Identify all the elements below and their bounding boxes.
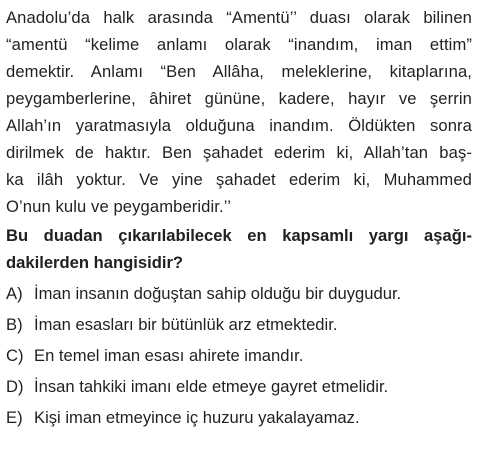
option-letter: E) [6,408,23,427]
question-stem [6,222,472,276]
passage-line: Allah’ın yaratmasıyla olduğuna inandım. Öldükten sonra [6,116,472,135]
option-text: Kişi iman etmeyince iç huzuru yakalayamaz. [34,408,360,427]
option-e[interactable] [6,408,472,439]
option-letter: C) [6,346,24,365]
option-text: En temel iman esası ahirete imandır. [34,346,304,365]
option-letter: D) [6,377,24,396]
passage [6,4,472,220]
passage-line: dirilmek de haktır. Ben şahadet ederim ki, Allah’tan baş- [6,143,472,162]
question-page [6,4,472,439]
passage-line: demektir. Anlamı “Ben Allâha, meleklerine, kitaplarına, [6,62,472,81]
question-line: dakilerden hangisidir? [6,253,184,272]
option-a[interactable] [6,284,472,315]
option-c[interactable] [6,346,472,377]
option-letter: A) [6,284,23,303]
option-letter: B) [6,315,23,334]
option-text: İman esasları bir bütünlük arz etmektedir. [34,315,338,334]
option-text: İman insanın doğuştan sahip olduğu bir duygudur. [34,284,402,303]
option-text: İnsan tahkiki imanı elde etmeye gayret etmelidir. [34,377,389,396]
passage-line: O’nun kulu ve peygamberidir.’’ [6,197,231,216]
passage-line: ka ilâh yoktur. Ve yine şahadet ederim ki, Muhammed [6,170,472,189]
passage-line: Anadolu’da halk arasında “Amentü’’ duası olarak bilinen [6,8,472,27]
answer-options [6,284,472,439]
option-b[interactable] [6,315,472,346]
question-line: Bu duadan çıkarılabilecek en kapsamlı yargı aşağı- [6,226,472,245]
passage-line: “amentü “kelime anlamı olarak “inandım, iman ettim” [6,35,472,54]
passage-line: peygamberlerine, âhiret gününe, kadere, hayır ve şerrin [6,89,472,108]
option-d[interactable] [6,377,472,408]
